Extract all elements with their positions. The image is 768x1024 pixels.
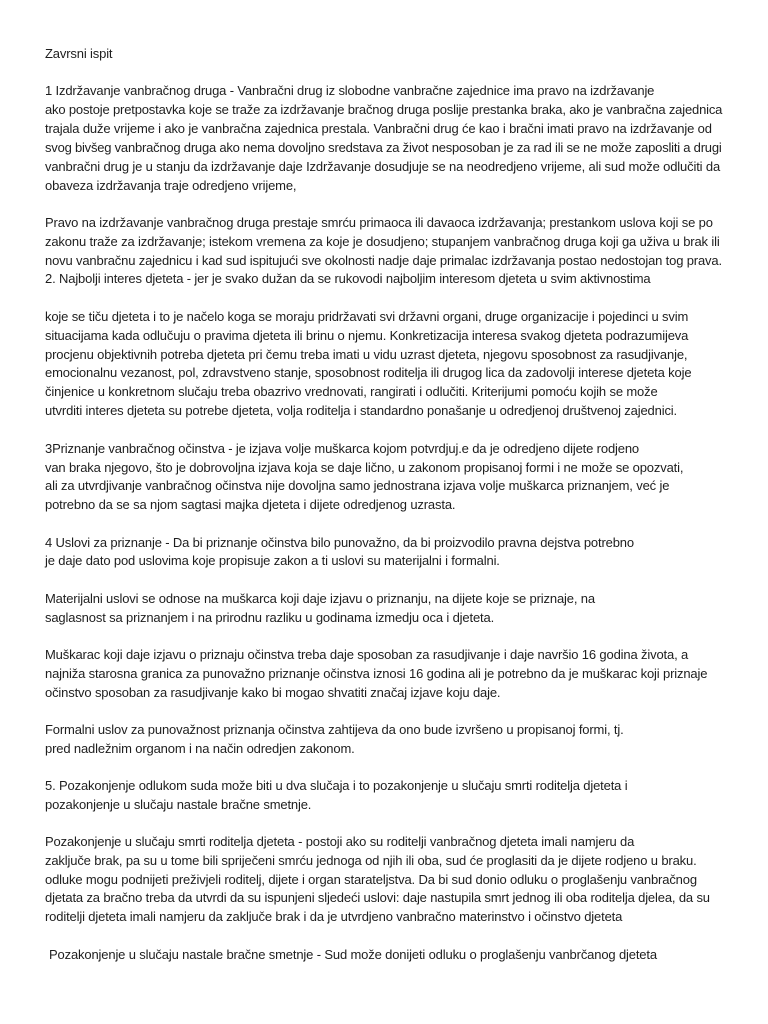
paragraph-line: novu vanbračnu zajednicu i kad sud ispitujući sve okolnosti nadje daje primalac izdržavanja postao nedostojan tog prava. <box>45 253 722 268</box>
paragraph-line: koje se tiču djeteta i to je načelo koga se moraju pridržavati svi državni organi, druge organizacije i pojedinci u svim <box>45 309 689 324</box>
paragraph-line: utvrditi interes djeteta su potrebe djeteta, volja roditelja i standardno ponašanje u odredjenoj društvenoj zajednici. <box>45 403 677 418</box>
paragraph-line: roditelji djeteta imali namjeru da zaključe brak i da je utvrdjeno vanbračno materinstvo i očinstvo djeteta <box>45 909 623 924</box>
paragraph-line: Muškarac koji daje izjavu o priznaju očinstva treba daje sposoban za rasudjivanje i daje navršio 16 godina života, a <box>45 647 689 662</box>
paragraph-line: pred nadležnim organom i na način odredjen zakonom. <box>45 741 355 756</box>
document-title: Zavrsni ispit <box>45 46 113 61</box>
paragraph-line: 5. Pozakonjenje odlukom suda može biti u dva slučaja i to pozakonjenje u slučaju smrti roditelja djeteta i <box>45 778 628 793</box>
paragraph-line: obaveza izdržavanja traje odredjeno vrijeme, <box>45 178 297 193</box>
paragraph-line: svog bivšeg vanbračnog druga ako nema dovoljno sredstava za život nesposoban je za rad ili se ne može zaposliti a drugi <box>45 140 722 155</box>
paragraph-line: Pozakonjenje u slučaju nastale bračne smetnje - Sud može donijeti odluku o proglašenju vanbrčanog djeteta <box>49 947 657 962</box>
paragraph-line: odluke mogu podnijeti preživjeli roditelj, dijete i organ starateljstva. Da bi sud donio odluku o proglašenju vanbračnog <box>45 872 697 887</box>
paragraph-line: situacijama kada odlučuju o pravima djeteta ili brinu o njemu. Konkretizacija interesa svakog djeteta podrazumijeva <box>45 328 689 343</box>
paragraph-line: 1 Izdržavanje vanbračnog druga - Vanbračni drug iz slobodne vanbračne zajednice ima pravo na izdržavanje <box>45 83 655 98</box>
paragraph-line: ali za utvrdjivanje vanbračnog očinstva nije dovoljna samo jednostrana izjava volje muškarca priznanjem, već je <box>45 478 670 493</box>
paragraph-line: Pozakonjenje u slučaju smrti roditelja djeteta - postoji ako su roditelji vanbračnog djeteta imali namjeru da <box>45 834 635 849</box>
paragraph-line: 4 Uslovi za priznanje - Da bi priznanje očinstva bilo punovažno, da bi proizvodilo pravna dejstva potrebno <box>45 535 634 550</box>
paragraph-line: emocionalnu vezanost, pol, zdravstveno stanje, sposobnost roditelja ili drugog lica da zadovolji interese djeteta koje <box>45 365 692 380</box>
paragraph-line: činjenice u konkretnom slučaju treba obazrivo vrednovati, rangirati i odlučiti. Kriterijumi pomoću kojih se može <box>45 384 658 399</box>
paragraph-line: je daje dato pod uslovima koje propisuje zakon a ti uslovi su materijalni i formalni. <box>45 553 500 568</box>
paragraph-line: saglasnost sa priznanjem i na prirodnu razliku u godinama izmedju oca i djeteta. <box>45 610 495 625</box>
paragraph-line: zakonu traže za izdržavanje; istekom vremena za koje je dosudjeno; stupanjem vanbračnog druga koji ga uživa u brak ili <box>45 234 720 249</box>
paragraph-line: pozakonjenje u slučaju nastale bračne smetnje. <box>45 797 312 812</box>
paragraph-line: vanbračni drug je u stanju da izdržavanje daje Izdržavanje dosudjuje se na neodredjeno vrijeme, ali sud može odlučiti da <box>45 159 721 174</box>
paragraph-line: ako postoje pretpostavka koje se traže za izdržavanje bračnog druga poslije prestanka braka, ako je vanbračna zajednica <box>45 102 723 117</box>
paragraph-line: 2. Najbolji interes djeteta - jer je svako dužan da se rukovodi najboljim interesom djeteta u svim aktivnostima <box>45 271 651 286</box>
paragraph-line: Pravo na izdržavanje vanbračnog druga prestaje smrću primaoca ili davaoca izdržavanja; prestankom uslova koji se po <box>45 215 713 230</box>
paragraph-line: djetata za bračno treba da utvrdi da su ispunjeni sljedeći uslovi: daje nastupila smrt jednog ili oba roditelja djelea, da su <box>45 890 710 905</box>
paragraph-line: 3Priznanje vanbračnog očinstva - je izjava volje muškarca kojom potvrdjuj.e da je odredjeno dijete rodjeno <box>45 441 639 456</box>
paragraph-line: zaključe brak, pa su u tome bili spriječeni smrću jednoga od njih ili oba, sud će proglasiti da je dijete rodjeno u braku. <box>45 853 697 868</box>
paragraph-line: najniža starosna granica za punovažno priznanje očinstva iznosi 16 godina ali je potrebno da je muškarac koji priznaje <box>45 666 708 681</box>
paragraph-line: trajala duže vrijeme i ako je vanbračna zajednica prestala. Vanbračni drug će kao i bračni imati pravo na izdržavanje od <box>45 121 712 136</box>
paragraph-line: van braka njegovo, što je dobrovoljna izjava koja se daje lično, u zakonom propisanoj formi i ne može se opozvati, <box>45 460 684 475</box>
paragraph-line: procjenu objektivnih potreba djeteta pri čemu treba imati u vidu uzrast djeteta, njegovu sposobnost za rasudjivanje, <box>45 347 688 362</box>
paragraph-line: Materijalni uslovi se odnose na muškarca koji daje izjavu o priznanju, na dijete koje se priznaje, na <box>45 591 595 606</box>
paragraph-line: Formalni uslov za punovažnost priznanja očinstva zahtijeva da ono bude izvršeno u propisanoj formi, tj. <box>45 722 624 737</box>
paragraph-line: potrebno da se sa njom sagtasi majka djeteta i dijete odredjenog uzrasta. <box>45 497 456 512</box>
paragraph-line: očinstvo sposoban za rasudjivanje kako bi mogao shvatiti značaj izjave koju daje. <box>45 685 501 700</box>
